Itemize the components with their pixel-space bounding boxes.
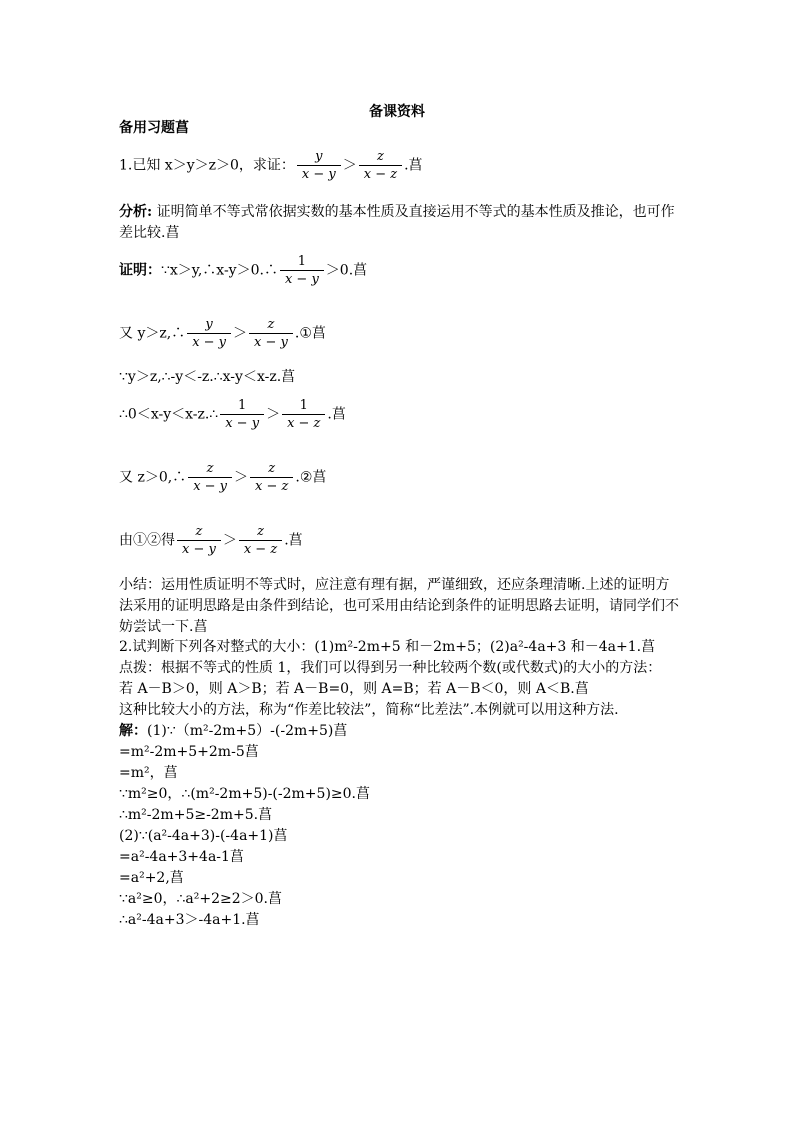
- question-2: 2.试判断下列各对整式的大小：(1)m²-2m+5 和－2m+5；(2)a²-4a+3 和－4a+1.菖: [119, 639, 656, 655]
- summary-line-3: 妨尝试一下.菖: [119, 619, 208, 635]
- solution-line-8: =a²+2,菖: [119, 870, 184, 886]
- solution-line-1: 解：(1)∵（m²-2m+5）-(-2m+5)菖: [119, 723, 348, 739]
- q1-stem: 1.已知 x＞y＞z＞0，求证：: [119, 157, 295, 174]
- fraction: $\frac{z}{x - z}$: [250, 462, 293, 493]
- proof-line-5: 又 z＞0,∴ $\frac{z}{x - y}$ ＞ $\frac{z}{x - z}$ .②菖: [119, 461, 327, 494]
- summary-line-1: 小结：运用性质证明不等式时，应注意有理有据，严谨细致，还应条理清晰.上述的证明方: [119, 577, 670, 593]
- fraction: $\frac{z}{x - y}$: [188, 462, 232, 493]
- analysis-cont: 差比较.菖: [119, 225, 180, 241]
- solution-line-2: =m²-2m+5+2m-5菖: [119, 744, 259, 760]
- fraction: $\frac{1}{x - y}$: [220, 399, 264, 430]
- fraction: $\frac{y}{x - y}$: [297, 150, 341, 181]
- fraction: $\frac{z}{x - z}$: [239, 525, 282, 556]
- solution-line-3: =m²，菖: [119, 765, 178, 781]
- analysis: 分析: 证明简单不等式常依据实数的基本性质及直接运用不等式的基本性质及推论，也可作: [119, 204, 675, 220]
- fraction: $\frac{z}{x - y}$: [249, 318, 293, 349]
- proof-line-2: 又 y＞z,∴ $\frac{y}{x - y}$ ＞ $\frac{z}{x - y}$ .①菖: [119, 317, 326, 350]
- solution-line-7: =a²-4a+3+4a-1菖: [119, 849, 244, 865]
- proof-line-4: ∴0＜x-y＜x-z.∴ $\frac{1}{x - y}$ ＞ $\frac{1}{x - z}$ .菖: [119, 398, 346, 431]
- solution-line-6: (2)∵(a²-4a+3)-(-4a+1)菖: [119, 828, 288, 844]
- solution-line-5: ∴m²-2m+5≥-2m+5.菖: [119, 807, 273, 823]
- summary-line-2: 法采用的证明思路是由条件到结论，也可采用由结论到条件的证明思路去证明，请同学们不: [119, 598, 679, 614]
- fraction: $\frac{z}{x - y}$: [177, 525, 221, 556]
- hint-line-2: 若 A－B＞0，则 A＞B；若 A－B=0，则 A=B；若 A－B＜0，则 A＜B.菖: [119, 681, 589, 697]
- page-title: 备课资料: [369, 104, 425, 120]
- question-1: 1.已知 x＞y＞z＞0，求证： $\frac{y}{x - y}$ ＞ $\frac{z}{x - z}$ .菖: [119, 149, 423, 182]
- fraction: $\frac{1}{x - y}$: [280, 255, 324, 286]
- hint-line-1: 点拨：根据不等式的性质 1，我们可以得到另一种比较两个数(或代数式)的大小的方法：: [119, 660, 662, 676]
- fraction: $\frac{z}{x - z}$: [359, 150, 402, 181]
- solution-line-9: ∵a²≥0，∴a²+2≥2＞0.菖: [119, 891, 283, 907]
- hint-line-3: 这种比较大小的方法，称为“作差比较法”，简称“比差法”.本例就可以用这种方法.: [119, 702, 619, 718]
- fraction: $\frac{y}{x - y}$: [187, 318, 231, 349]
- section-heading: 备用习题菖: [119, 120, 189, 136]
- proof-line-6: 由①②得 $\frac{z}{x - y}$ ＞ $\frac{z}{x - z}$ .菖: [119, 524, 303, 557]
- solution-line-4: ∵m²≥0，∴(m²-2m+5)-(-2m+5)≥0.菖: [119, 786, 370, 802]
- solution-line-10: ∴a²-4a+3＞-4a+1.菖: [119, 912, 260, 928]
- fraction: $\frac{1}{x - z}$: [282, 399, 325, 430]
- proof-line-1: 证明：∵x＞y,∴x-y＞0.∴ $\frac{1}{x - y}$ ＞0.菖: [119, 254, 368, 287]
- proof-line-3: ∵y＞z,∴-y＜-z.∴x-y＜x-z.菖: [119, 369, 296, 385]
